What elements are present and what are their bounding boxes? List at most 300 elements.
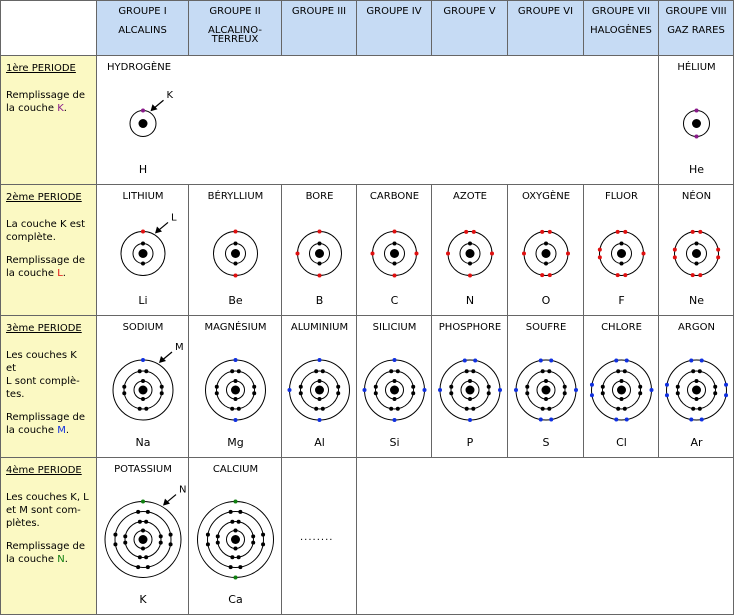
element-cell-na <box>97 316 189 458</box>
electron <box>547 369 551 373</box>
electron <box>113 542 117 546</box>
electron <box>393 379 397 383</box>
shell-arrow-label: M <box>175 342 184 354</box>
nucleus <box>390 249 399 258</box>
electron <box>620 397 624 401</box>
atom-diagram <box>659 185 734 316</box>
electron <box>623 369 627 373</box>
electron <box>563 385 567 389</box>
electron <box>614 358 618 362</box>
nucleus <box>139 249 148 258</box>
nucleus <box>315 249 324 258</box>
period-title: 2ème PERIODE <box>6 192 82 203</box>
group-header-3 <box>282 0 357 56</box>
empty-cell <box>508 56 584 185</box>
group-header-8 <box>659 0 734 56</box>
electron <box>141 379 145 383</box>
nucleus <box>466 386 475 395</box>
electron <box>234 230 238 234</box>
electron <box>673 255 677 259</box>
electron <box>695 109 699 113</box>
element-cell-cl <box>584 316 659 458</box>
electron <box>620 379 624 383</box>
electron <box>598 255 602 259</box>
electron <box>695 135 699 139</box>
empty-cell <box>584 56 659 185</box>
electron <box>234 242 238 246</box>
shell-letter: M <box>57 425 66 436</box>
electron <box>234 576 238 580</box>
element-symbol: C <box>390 294 399 307</box>
electron <box>468 274 472 278</box>
electron <box>590 393 594 397</box>
electron <box>230 520 234 524</box>
nucleus <box>617 386 626 395</box>
atom-diagram <box>432 316 508 458</box>
electron <box>215 385 219 389</box>
electron <box>438 388 442 392</box>
electron <box>487 385 491 389</box>
group-header-2 <box>189 0 282 56</box>
electron <box>673 248 677 252</box>
group-header-line1: GROUPE III <box>291 6 347 17</box>
electron <box>471 407 475 411</box>
group-header-line3: TERREUX <box>211 34 259 45</box>
period-filling-note: Remplissage de la couche K. <box>6 90 86 114</box>
period-cell-1 <box>0 56 97 185</box>
element-symbol: B <box>315 294 324 307</box>
electron <box>261 533 265 537</box>
electron <box>234 358 238 362</box>
element-name: ALUMINIUM <box>290 322 349 333</box>
electron <box>698 369 702 373</box>
electron <box>574 388 578 392</box>
electron <box>544 262 548 266</box>
empty-cell <box>282 56 357 185</box>
electron <box>540 230 544 234</box>
electron <box>590 383 594 387</box>
atom-diagram <box>189 316 282 458</box>
electron <box>146 510 150 514</box>
electron <box>616 407 620 411</box>
electron <box>566 252 570 256</box>
electron <box>230 369 234 373</box>
electron <box>393 418 397 422</box>
empty-cell <box>189 56 282 185</box>
electron <box>252 385 256 389</box>
electron <box>464 230 468 234</box>
electron <box>695 242 699 246</box>
electron <box>144 555 148 559</box>
electron <box>144 369 148 373</box>
electron <box>700 418 704 422</box>
element-name: HYDROGÈNE <box>107 62 172 73</box>
electron <box>374 385 378 389</box>
electron <box>544 397 548 401</box>
electron <box>261 542 265 546</box>
electron <box>487 391 491 395</box>
electron <box>318 379 322 383</box>
electron <box>138 555 142 559</box>
electron <box>160 385 164 389</box>
electron <box>251 534 255 538</box>
electron <box>234 500 238 504</box>
electron <box>638 391 642 395</box>
electron <box>540 273 544 277</box>
electron <box>169 533 173 537</box>
electron <box>549 418 553 422</box>
element-symbol: Ne <box>689 294 704 307</box>
continuation-dots: ........ <box>300 532 334 543</box>
electron <box>216 534 220 538</box>
electron <box>616 273 620 277</box>
electron <box>548 230 552 234</box>
nucleus <box>692 119 701 128</box>
shell-arrow-label: L <box>171 212 177 224</box>
electron <box>468 397 472 401</box>
element-symbol: S <box>542 436 550 449</box>
electron <box>136 510 140 514</box>
empty-cell <box>357 458 432 615</box>
shell-letter: K <box>57 103 64 114</box>
element-cell-c <box>357 185 432 316</box>
electron <box>234 274 238 278</box>
electron <box>724 383 728 387</box>
electron <box>389 407 393 411</box>
electron <box>689 358 693 362</box>
electron <box>234 418 238 422</box>
electron <box>215 391 219 395</box>
electron <box>113 533 117 537</box>
arrow-head <box>163 499 170 506</box>
electron <box>393 358 397 362</box>
element-name: AZOTE <box>453 191 487 202</box>
nucleus <box>315 386 324 395</box>
period-title: 1ère PERIODE <box>6 63 76 74</box>
empty-cell <box>584 458 659 615</box>
electron <box>498 388 502 392</box>
electron <box>234 397 238 401</box>
electron <box>446 252 450 256</box>
element-symbol: Be <box>228 294 243 307</box>
electron <box>541 369 545 373</box>
electron <box>363 388 367 392</box>
element-symbol: Ar <box>690 436 703 449</box>
element-cell-ca <box>189 458 282 615</box>
element-cell-k <box>97 458 189 615</box>
electron <box>229 510 233 514</box>
electron <box>141 397 145 401</box>
electron <box>716 248 720 252</box>
group-header-4 <box>357 0 432 56</box>
nucleus <box>692 249 701 258</box>
electron <box>691 369 695 373</box>
electron <box>321 369 325 373</box>
electron <box>234 262 238 266</box>
electron <box>468 418 472 422</box>
electron <box>698 230 702 234</box>
electron <box>169 542 173 546</box>
electron <box>336 391 340 395</box>
element-name: OXYGÈNE <box>521 191 571 202</box>
period-filling-note: Remplissage de la couche L. <box>6 255 86 279</box>
electron <box>393 262 397 266</box>
electron <box>160 391 164 395</box>
electron <box>676 385 680 389</box>
electron <box>122 391 126 395</box>
electron <box>713 385 717 389</box>
electron <box>288 388 292 392</box>
electron <box>620 262 624 266</box>
element-name: BORE <box>305 191 334 202</box>
electron <box>695 262 699 266</box>
element-symbol: Mg <box>227 436 244 449</box>
electron <box>318 418 322 422</box>
group-header-line1: GROUPE VIII <box>665 6 727 17</box>
arrow-head <box>155 226 162 233</box>
electron <box>465 369 469 373</box>
element-name: SILICIUM <box>372 322 417 333</box>
electron <box>463 358 467 362</box>
element-name: PHOSPHORE <box>438 322 502 333</box>
electron <box>138 369 142 373</box>
electron <box>234 379 238 383</box>
period-note: La couche K est complète. <box>6 219 86 243</box>
element-name: SODIUM <box>122 322 164 333</box>
electron <box>230 407 234 411</box>
electron <box>318 230 322 234</box>
electron <box>698 407 702 411</box>
electron <box>665 383 669 387</box>
electron <box>238 565 242 569</box>
electron <box>144 407 148 411</box>
electron <box>638 385 642 389</box>
electron <box>468 379 472 383</box>
electron <box>465 407 469 411</box>
shell-arrow-label: N <box>179 484 187 496</box>
empty-cell <box>508 458 584 615</box>
electron <box>598 248 602 252</box>
atom-diagram <box>189 185 282 316</box>
element-name: FLUOR <box>605 191 638 202</box>
electron <box>713 391 717 395</box>
atom-diagram <box>659 56 734 185</box>
element-symbol: F <box>618 294 625 307</box>
element-cell-p <box>432 316 508 458</box>
electron <box>234 529 238 533</box>
atom-diagram <box>432 185 508 316</box>
electron <box>695 379 699 383</box>
electron <box>544 242 548 246</box>
period-filling-note: Remplissage de la couche M. <box>6 412 86 436</box>
nucleus <box>542 386 551 395</box>
electron <box>141 230 145 234</box>
electron <box>318 274 322 278</box>
electron <box>625 418 629 422</box>
period-title: 3ème PERIODE <box>6 323 82 334</box>
electron <box>237 520 241 524</box>
electron <box>314 407 318 411</box>
nucleus <box>139 386 148 395</box>
nucleus <box>139 119 148 128</box>
group-header-line2: GAZ RARES <box>667 25 725 36</box>
electron <box>642 252 646 256</box>
period-note: Les couches K, L et M sont com- plètes. <box>6 492 89 529</box>
group-header-line2: ALCALINO- <box>208 25 262 36</box>
element-name: CHLORE <box>601 322 642 333</box>
atom-diagram <box>584 185 659 316</box>
element-cell-h <box>97 56 189 185</box>
electron <box>544 379 548 383</box>
element-cell-mg <box>189 316 282 458</box>
group-header-6 <box>508 0 584 56</box>
group-header-line1: GROUPE V <box>443 6 496 17</box>
element-cell-be <box>189 185 282 316</box>
atom-diagram <box>97 185 189 316</box>
atom-diagram <box>97 458 189 615</box>
arrow-head <box>151 104 158 111</box>
electron <box>141 262 145 266</box>
group-header-line2: HALOGÈNES <box>590 25 652 36</box>
period-cell-2 <box>0 185 97 316</box>
atom-diagram <box>189 458 282 615</box>
group-header-1 <box>97 0 189 56</box>
electron <box>620 242 624 246</box>
electron <box>136 565 140 569</box>
atom-diagram <box>97 316 189 458</box>
element-name: CALCIUM <box>212 464 259 475</box>
electron <box>123 534 127 538</box>
element-name: MAGNÉSIUM <box>204 322 267 333</box>
electron <box>159 534 163 538</box>
nucleus <box>231 535 240 544</box>
electron <box>336 385 340 389</box>
electron <box>396 369 400 373</box>
electron <box>691 230 695 234</box>
electron <box>724 393 728 397</box>
electron <box>318 397 322 401</box>
element-cell-li <box>97 185 189 316</box>
electron <box>229 565 233 569</box>
electron <box>490 252 494 256</box>
element-cell-o <box>508 185 584 316</box>
arrow-head <box>159 356 166 363</box>
element-symbol: N <box>465 294 475 307</box>
nucleus <box>139 535 148 544</box>
electron <box>468 262 472 266</box>
electron <box>238 510 242 514</box>
nucleus <box>231 249 240 258</box>
electron <box>689 418 693 422</box>
electron <box>393 397 397 401</box>
electron <box>393 230 397 234</box>
nucleus <box>542 249 551 258</box>
element-name: HÉLIUM <box>677 62 716 73</box>
electron <box>473 358 477 362</box>
electron <box>146 565 150 569</box>
electron <box>539 418 543 422</box>
period-note: Les couches K et L sont complè- tes. <box>6 350 80 400</box>
electron <box>623 273 627 277</box>
group-header-line2: ALCALINS <box>118 25 167 36</box>
electron <box>411 385 415 389</box>
group-header-line1: GROUPE VII <box>591 6 651 17</box>
shell-arrow-label: K <box>166 90 174 102</box>
element-cell-b <box>282 185 357 316</box>
electron <box>141 547 145 551</box>
electron <box>623 407 627 411</box>
empty-cell <box>659 458 734 615</box>
element-cell-f <box>584 185 659 316</box>
electron <box>614 418 618 422</box>
electron <box>525 385 529 389</box>
atom-diagram <box>357 185 432 316</box>
electron <box>141 500 145 504</box>
electron <box>548 273 552 277</box>
element-cell-al <box>282 316 357 458</box>
electron <box>563 391 567 395</box>
element-cell-ne <box>659 185 734 316</box>
electron <box>237 369 241 373</box>
element-name: CARBONE <box>369 191 420 202</box>
nucleus <box>390 386 399 395</box>
electron <box>522 252 526 256</box>
electron <box>698 273 702 277</box>
group-header-line1: GROUPE IV <box>366 6 422 17</box>
element-cell-he <box>659 56 734 185</box>
electron <box>539 358 543 362</box>
electron <box>216 541 220 545</box>
electron <box>625 358 629 362</box>
electron <box>234 547 238 551</box>
nucleus <box>466 249 475 258</box>
atom-diagram <box>508 185 584 316</box>
element-symbol: Si <box>389 436 400 449</box>
electron <box>676 391 680 395</box>
electron <box>541 407 545 411</box>
shell-letter: N <box>57 554 65 565</box>
period-filling-note: Remplissage de la couche N. <box>6 541 86 565</box>
nucleus <box>617 249 626 258</box>
electron <box>472 230 476 234</box>
electron <box>514 388 518 392</box>
electron <box>549 358 553 362</box>
electron <box>650 388 654 392</box>
electron <box>389 369 393 373</box>
electron <box>237 407 241 411</box>
atom-diagram <box>97 56 189 185</box>
electron <box>206 533 210 537</box>
element-symbol: P <box>466 436 474 449</box>
element-symbol: Na <box>135 436 151 449</box>
electron <box>141 242 145 246</box>
electron <box>159 541 163 545</box>
period-cell-3 <box>0 316 97 458</box>
atom-diagram <box>508 316 584 458</box>
empty-cell <box>432 458 508 615</box>
element-name: LITHIUM <box>122 191 164 202</box>
electron <box>695 397 699 401</box>
electron <box>423 388 427 392</box>
electron <box>393 242 397 246</box>
element-name: SOUFRE <box>525 322 567 333</box>
electron <box>138 407 142 411</box>
electron <box>691 407 695 411</box>
atom-diagram <box>584 316 659 458</box>
electron <box>449 385 453 389</box>
electron <box>616 230 620 234</box>
electron <box>318 358 322 362</box>
